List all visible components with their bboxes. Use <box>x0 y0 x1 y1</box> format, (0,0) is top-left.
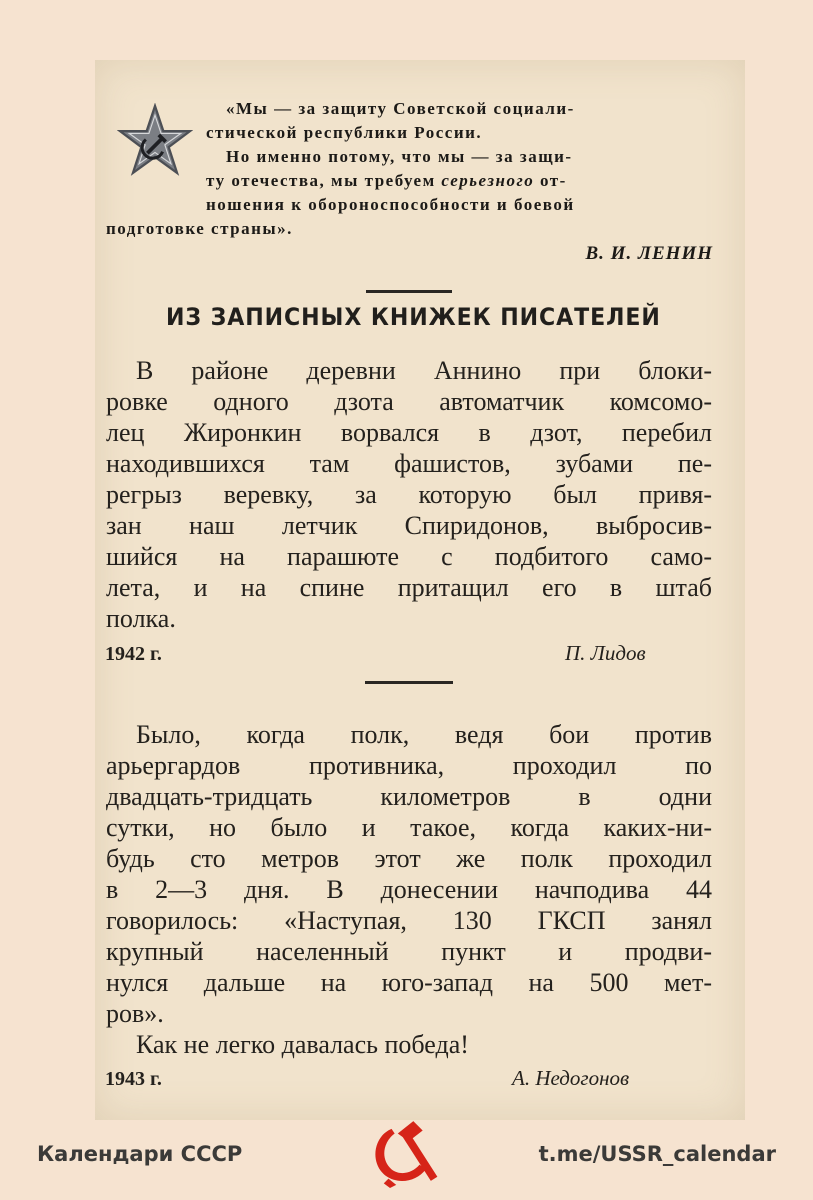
hammer-and-sickle-icon <box>365 1118 443 1188</box>
entry2-line-7: говорилось: «Наступая, 130 ГКСП занял <box>106 906 712 935</box>
quote-line-4 <box>206 169 567 193</box>
entry2-author: А. Недогонов <box>512 1066 630 1090</box>
entry2-line-3: двадцать-тридцать километров в одни <box>106 782 712 811</box>
red-star-hammer-sickle-icon <box>117 103 193 179</box>
entry1-line-9: полка. <box>106 604 176 633</box>
quote-emphasis: серьезного <box>441 171 535 190</box>
quote-line-2: стической республики России. <box>206 123 483 142</box>
entry2-line-6: в 2—3 дня. В донесении начподива 44 <box>106 875 712 904</box>
quote-line-3: Но именно потому, что мы — за защи- <box>226 147 573 166</box>
quote-line-1: «Мы — за защиту Советской социали- <box>226 99 575 118</box>
quote-line-4-start: ту отечества, мы требуем <box>206 171 442 190</box>
divider-top <box>366 290 452 293</box>
entry1-line-8: лета, и на спине притащил его в штаб <box>106 573 712 602</box>
entry2-line-5: будь сто метров этот же полк проходил <box>106 844 712 873</box>
entry2-closing: Как не легко давалась победа! <box>136 1030 469 1059</box>
entry2-line-1: Было, когда полк, ведя бои против <box>136 720 712 749</box>
entry1-line-1: В районе деревни Аннино при блоки- <box>136 356 712 385</box>
footer-brand: Календари СССР <box>37 1142 243 1166</box>
entry1-year: 1942 г. <box>105 643 162 665</box>
entry1-line-6: зан наш летчик Спиридонов, выбросив- <box>106 511 712 540</box>
entry1-line-7: шийся на парашюте с подбитого само- <box>106 542 712 571</box>
entry2-line-10: ров». <box>106 999 164 1028</box>
entry2-year: 1943 г. <box>105 1068 162 1090</box>
divider-middle <box>365 681 453 684</box>
entry1-line-5: регрыз веревку, за которую был привя- <box>106 480 712 509</box>
entry2-line-8: крупный населенный пункт и продви- <box>106 937 712 966</box>
entry1-line-2: ровке одного дзота автоматчик комсомо- <box>106 387 712 416</box>
entry1-author: П. Лидов <box>565 641 646 665</box>
entry2-line-9: нулся дальше на юго-запад на 500 мет- <box>106 968 712 997</box>
quote-line-5: ношения к обороноспособности и боевой <box>206 195 575 214</box>
footer-link[interactable]: t.me/USSR_calendar <box>538 1142 776 1166</box>
entry2-line-2: арьергардов противника, проходил по <box>106 751 712 780</box>
quote-line-4-end: от- <box>534 171 567 190</box>
entry2-line-4: сутки, но было и такое, когда каких-ни- <box>106 813 712 842</box>
quote-line-6: подготовке страны». <box>106 219 293 238</box>
entry1-line-4: находившихся там фашистов, зубами пе- <box>106 449 712 478</box>
section-heading: ИЗ ЗАПИСНЫХ КНИЖЕК ПИСАТЕЛЕЙ <box>166 303 661 331</box>
quote-author: В. И. ЛЕНИН <box>585 243 713 264</box>
entry1-line-3: лец Жиронкин ворвался в дзот, перебил <box>106 418 712 447</box>
